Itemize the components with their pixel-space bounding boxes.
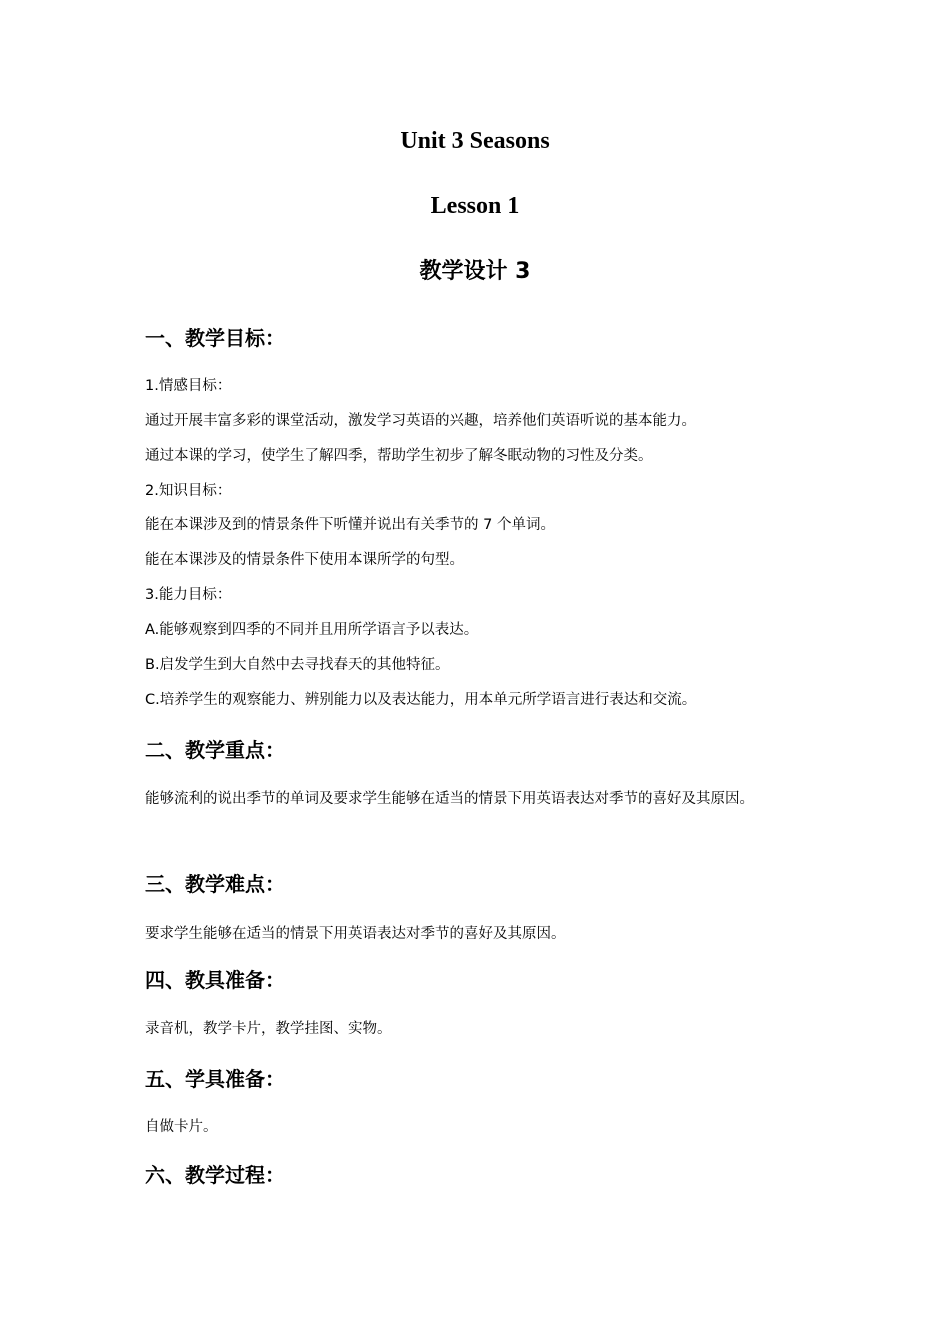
section-heading-teaching-aids: 四、教具准备： [145, 968, 285, 992]
unit-title: Unit 3 Seasons [400, 128, 550, 154]
learning-aids-text: 自做卡片。 [145, 1119, 218, 1135]
ability-goal-label: 3.能力目标： [145, 587, 232, 603]
design-title: 教学设计 3 [419, 259, 531, 284]
teaching-aids-text: 录音机，教学卡片，教学挂图、实物。 [145, 1021, 392, 1037]
ability-goal-a: A.能够观察到四季的不同并且用所学语言予以表达。 [145, 622, 479, 638]
emotional-goal-line-2: 通过本课的学习，使学生了解四季，帮助学生初步了解冬眠动物的习性及分类。 [145, 448, 653, 464]
section-heading-objectives: 一、教学目标： [145, 326, 285, 350]
section-heading-learning-aids: 五、学具准备： [145, 1067, 285, 1091]
knowledge-goal-line-2: 能在本课涉及的情景条件下使用本课所学的句型。 [145, 552, 464, 568]
knowledge-goal-line-1: 能在本课涉及到的情景条件下听懂并说出有关季节的 7 个单词。 [145, 517, 555, 533]
section-heading-key-points: 二、教学重点： [145, 738, 285, 762]
emotional-goal-label: 1.情感目标： [145, 378, 232, 394]
section-heading-difficulties: 三、教学难点： [145, 872, 285, 896]
difficulties-text: 要求学生能够在适当的情景下用英语表达对季节的喜好及其原因。 [145, 926, 566, 942]
knowledge-goal-label: 2.知识目标： [145, 483, 232, 499]
ability-goal-b: B.启发学生到大自然中去寻找春天的其他特征。 [145, 657, 450, 673]
emotional-goal-line-1: 通过开展丰富多彩的课堂活动，激发学习英语的兴趣，培养他们英语听说的基本能力。 [145, 413, 696, 429]
section-heading-process: 六、教学过程： [145, 1163, 285, 1187]
key-points-text: 能够流利的说出季节的单词及要求学生能够在适当的情景下用英语表达对季节的喜好及其原因。 [145, 791, 754, 807]
lesson-title: Lesson 1 [430, 193, 520, 219]
ability-goal-c: C.培养学生的观察能力、辨别能力以及表达能力，用本单元所学语言进行表达和交流。 [145, 692, 697, 708]
